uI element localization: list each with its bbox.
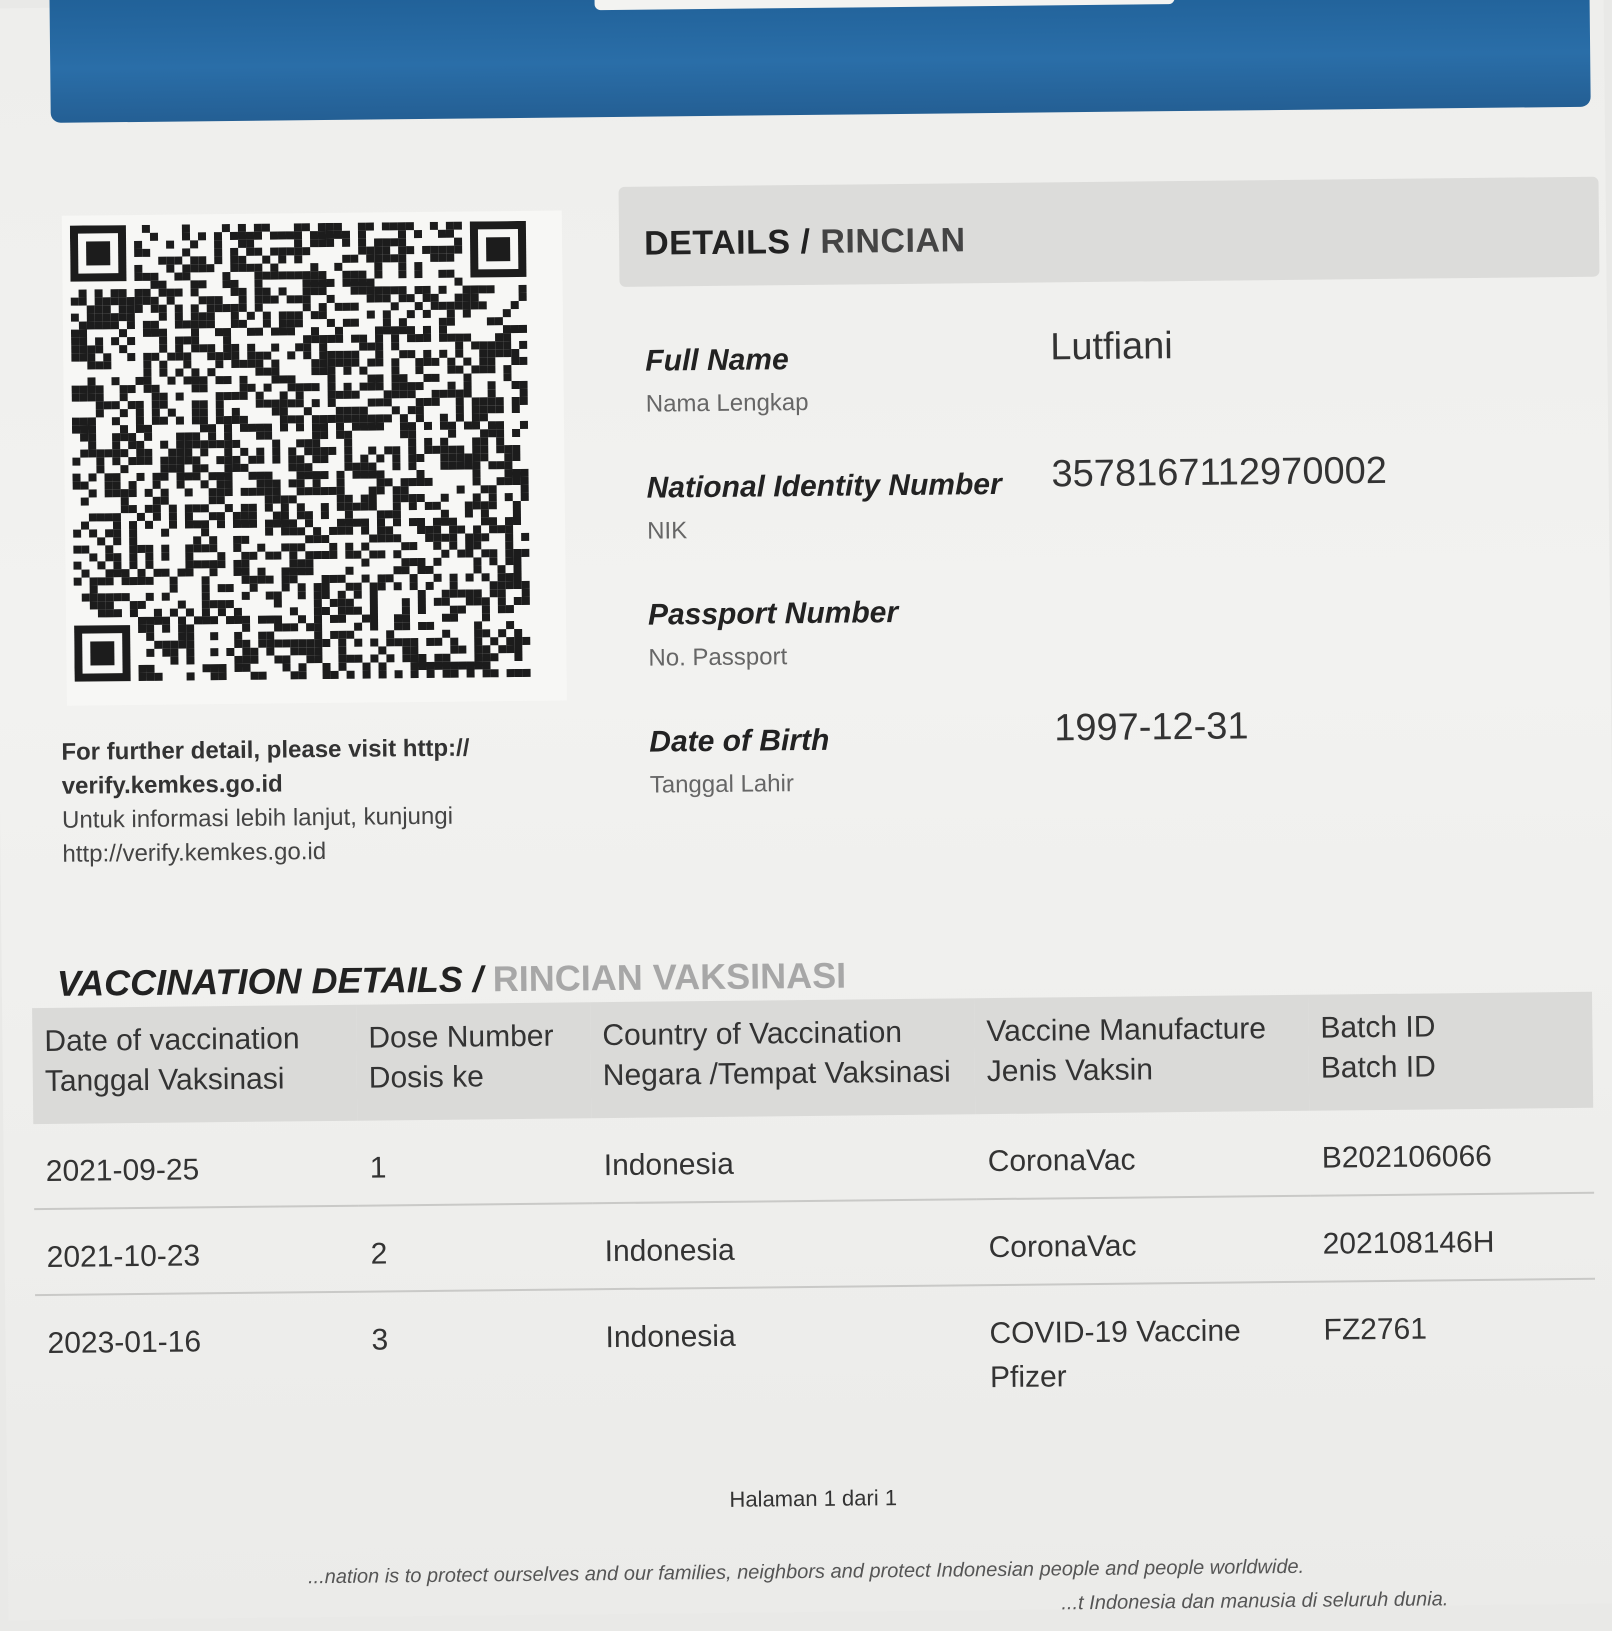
- vaccination-title: [57, 955, 847, 1005]
- cell-vaccine: CoronaVac: [976, 1196, 1311, 1285]
- cell-vaccine: CoronaVac: [975, 1111, 1310, 1199]
- cell-date: 2021-09-25: [33, 1121, 358, 1209]
- header-en: Vaccine Manufacture: [986, 1012, 1267, 1049]
- header-id: Batch ID: [1320, 1050, 1437, 1085]
- field-passport: [648, 589, 1609, 699]
- cell-batch: B202106066: [1309, 1108, 1594, 1196]
- col-date: [32, 1005, 357, 1124]
- verify-info: [61, 730, 582, 871]
- col-dose: [356, 1002, 591, 1120]
- vaccination-title-id: RINCIAN VAKSINASI: [482, 954, 847, 1000]
- details-header: [619, 177, 1600, 287]
- field-value: 3578167112970002: [1051, 449, 1388, 496]
- field-label: Full Name: [645, 343, 789, 378]
- header-en: Country of Vaccination: [602, 1016, 903, 1053]
- details-title-en: DETAILS /: [643, 222, 811, 263]
- cell-date: 2023-01-16: [47, 1325, 202, 1360]
- header-banner: [49, 0, 1590, 123]
- vaccination-table: [32, 992, 1596, 1424]
- field-sub: NIK: [646, 517, 688, 545]
- qr-code-icon: [70, 221, 555, 696]
- details-title-id: RINCIAN: [810, 221, 966, 261]
- header-id: Dosis ke: [368, 1060, 485, 1095]
- col-country: [590, 998, 975, 1118]
- field-value: Lutfiani: [1049, 325, 1173, 369]
- qr-code-panel: [62, 211, 567, 706]
- header-id: Jenis Vaksin: [986, 1053, 1154, 1089]
- field-sub: Tanggal Lahir: [649, 770, 795, 799]
- cell-dose: 2: [358, 1203, 593, 1291]
- field-sub: No. Passport: [648, 643, 788, 672]
- verify-line-2[interactable]: verify.kemkes.go.id: [61, 770, 283, 800]
- cell-batch: FZ2761: [1323, 1312, 1428, 1347]
- page-number: Halaman 1 dari 1: [729, 1485, 898, 1512]
- header-id: Tanggal Vaksinasi: [44, 1062, 285, 1098]
- verify-line-4[interactable]: http://verify.kemkes.go.id: [62, 838, 327, 868]
- vaccination-title-en: VACCINATION DETAILS /: [56, 958, 484, 1004]
- footer-note-en: ...nation is to protect ourselves and our families, neighbors and protect Indonesian people and people worldwide.: [307, 1555, 1305, 1589]
- cell-country: Indonesia: [592, 1199, 977, 1289]
- col-vaccine: [974, 995, 1309, 1114]
- table-row: [33, 1108, 1594, 1209]
- cell-batch: 202108146H: [1310, 1193, 1595, 1282]
- field-dob: [649, 705, 1610, 826]
- field-label: National Identity Number: [646, 467, 1002, 505]
- table-row: [35, 1279, 1596, 1424]
- header-en: Dose Number: [368, 1019, 554, 1055]
- field-label: Date of Birth: [649, 723, 830, 759]
- header-en: Date of vaccination: [44, 1022, 300, 1058]
- field-sub: Nama Lengkap: [645, 388, 809, 418]
- cell-date: 2021-10-23: [34, 1206, 359, 1295]
- cell-dose: 1: [357, 1118, 592, 1205]
- field-full-name: [645, 325, 1606, 445]
- banner-tab: [594, 0, 1174, 10]
- header-id: Negara /Tempat Vaksinasi: [602, 1055, 951, 1093]
- verify-line-3: Untuk informasi lebih lanjut, kunjungi: [61, 802, 454, 834]
- table-header-row: [32, 992, 1593, 1124]
- cell-vaccine: COVID-19 Vaccine Pfizer: [989, 1314, 1241, 1395]
- field-nik: [646, 449, 1607, 572]
- footer-note: [308, 1548, 1449, 1628]
- details-title: [644, 221, 966, 263]
- table-row: [34, 1193, 1595, 1295]
- field-value: 1997-12-31: [1053, 705, 1249, 750]
- verify-line-1: For further detail, please visit http://: [61, 734, 470, 766]
- cell-country: Indonesia: [591, 1114, 976, 1203]
- col-batch: [1308, 992, 1593, 1111]
- field-label: Passport Number: [647, 596, 899, 632]
- header-en: Batch ID: [1320, 1010, 1436, 1045]
- cell-dose: 3: [371, 1323, 389, 1357]
- cell-country: Indonesia: [605, 1319, 736, 1355]
- footer-note-id: ...t Indonesia dan manusia di seluruh dunia.: [1061, 1588, 1449, 1615]
